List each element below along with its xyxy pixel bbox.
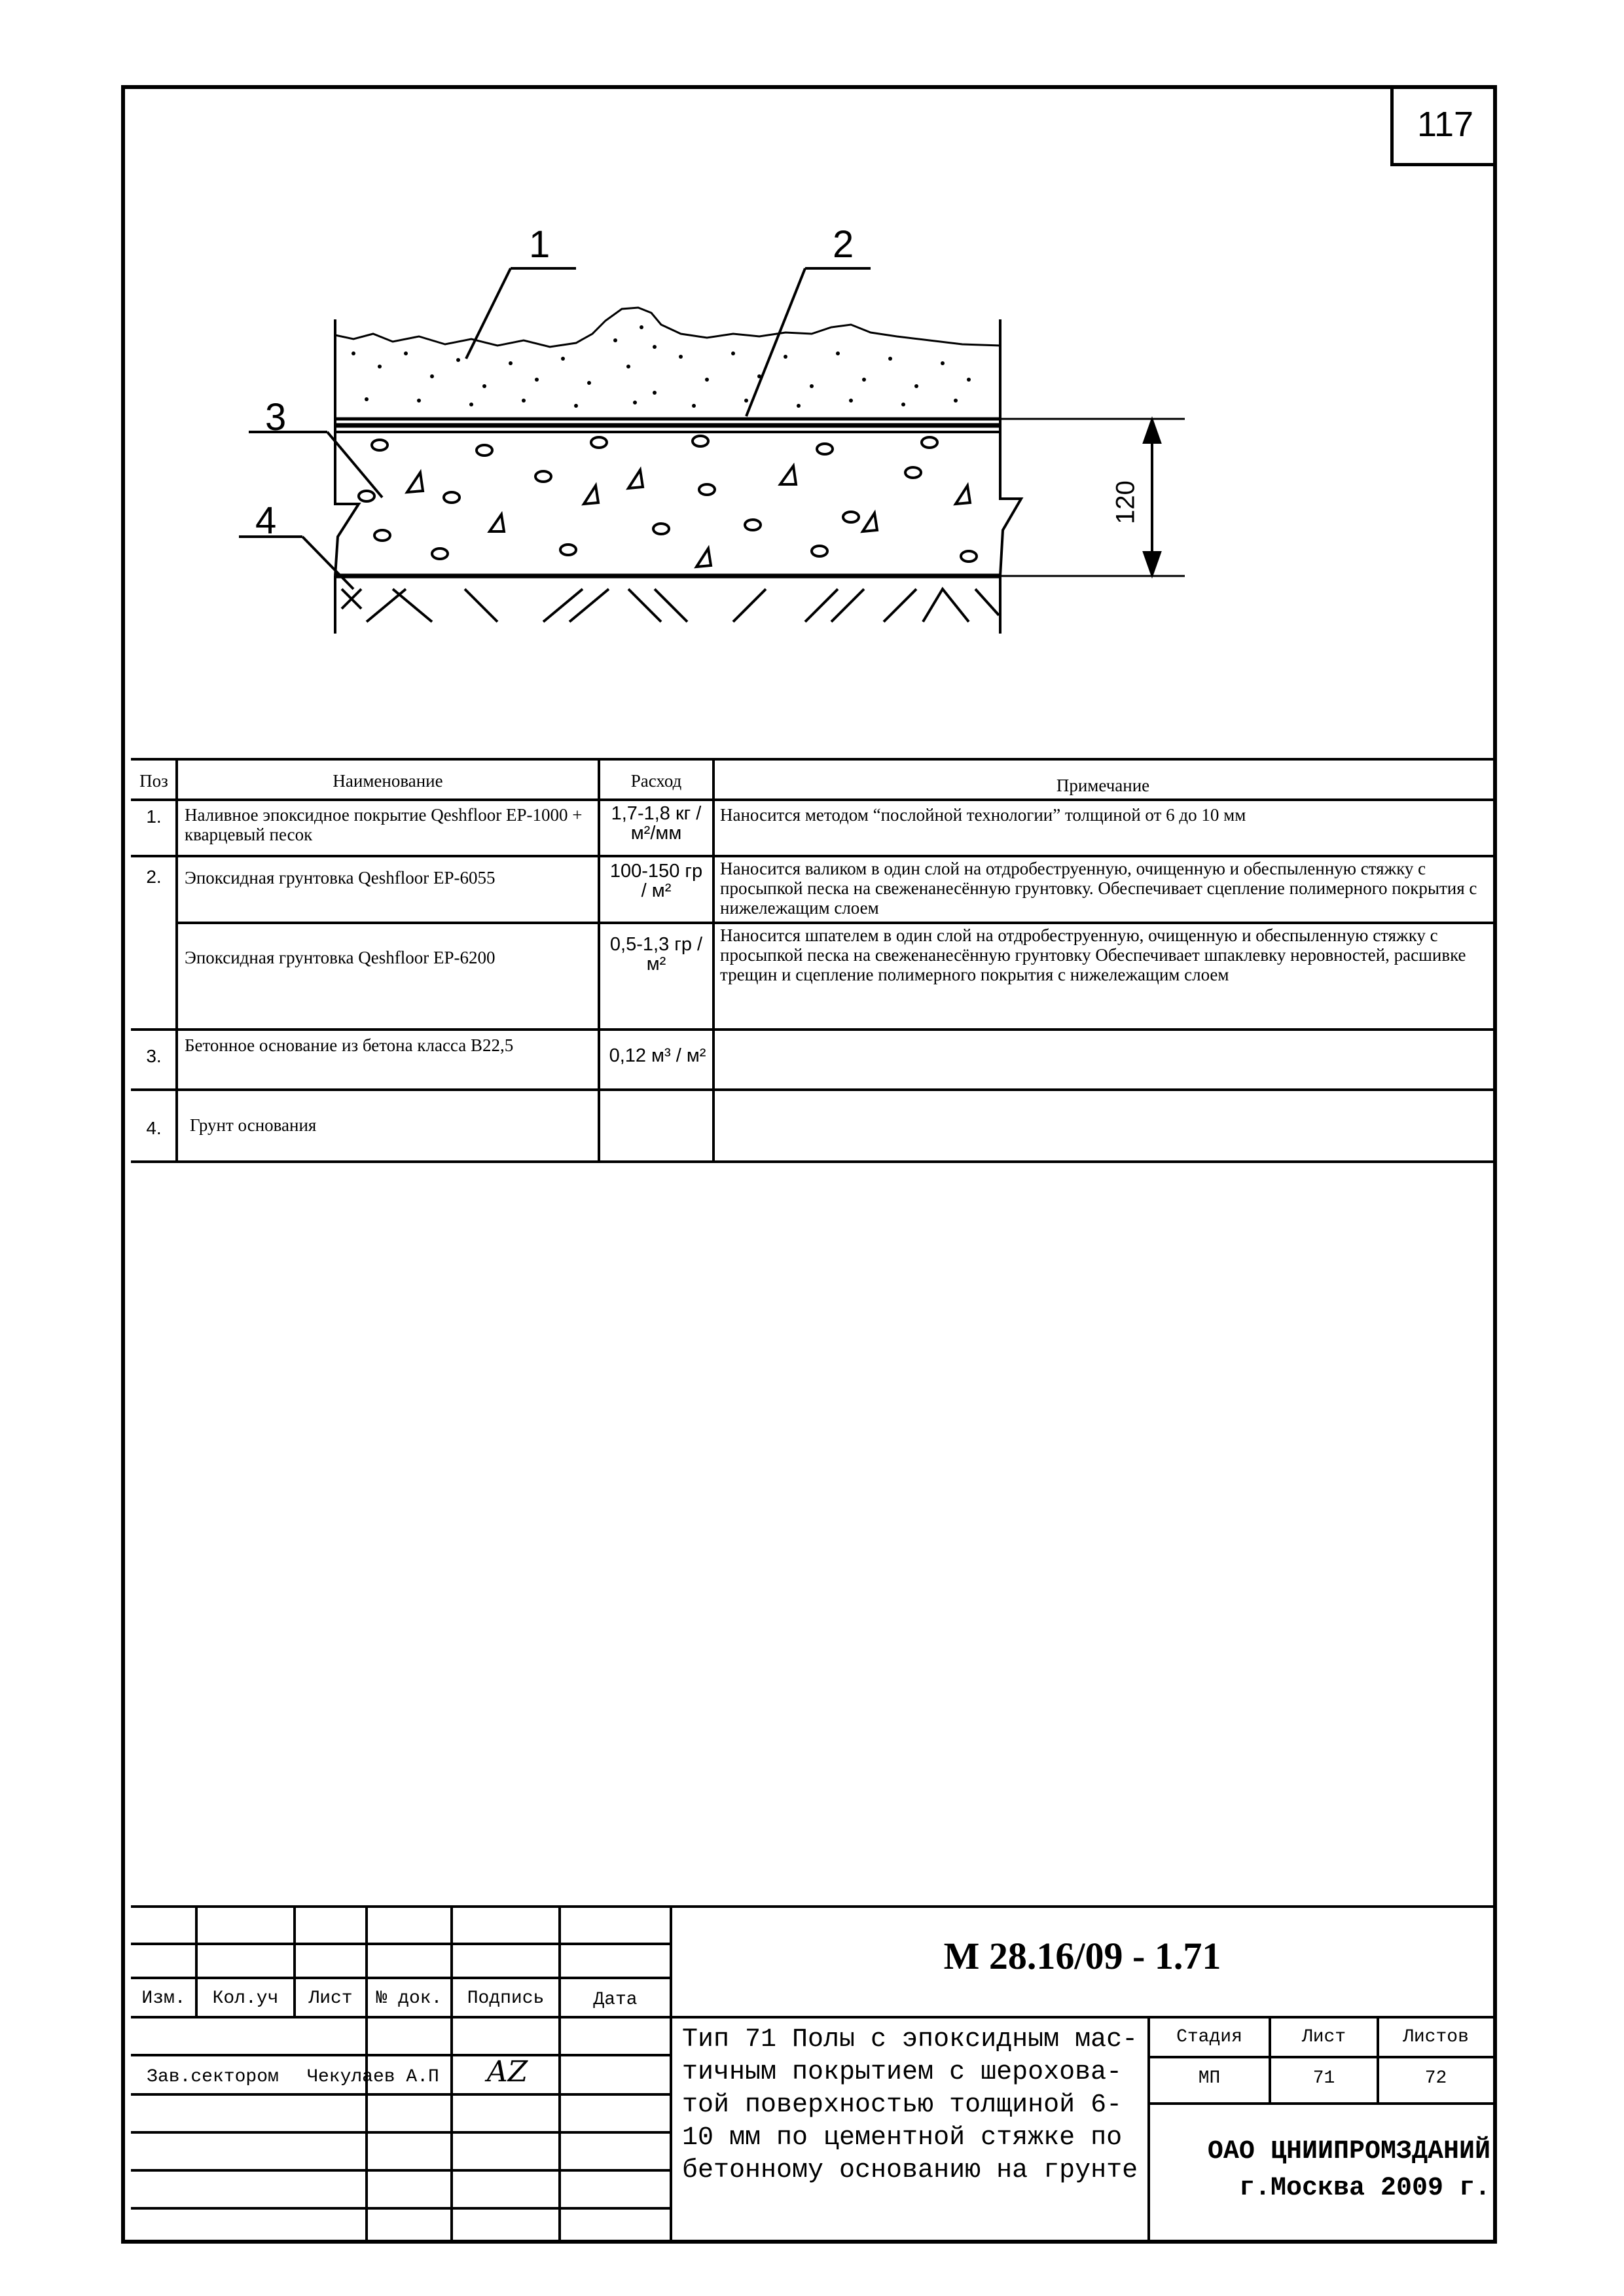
row-2b-name: Эпоксидная грунтовка Qeshfloor EP-6200 bbox=[185, 948, 496, 967]
row-1-name: Наливное эпоксидное покрытие Qeshfloor EP-1000 + кварцевый песок bbox=[185, 805, 583, 844]
row-3-rate: 0,12 м³ / м² bbox=[609, 1045, 706, 1066]
sheets-value: 72 bbox=[1424, 2068, 1447, 2089]
sheet-label: Лист bbox=[1301, 2027, 1346, 2047]
dimension-label: 120 bbox=[1111, 480, 1140, 524]
person-name: Чекулаев А.П bbox=[307, 2067, 439, 2087]
ground-hatching bbox=[342, 589, 999, 622]
leader-line-2 bbox=[746, 268, 805, 416]
row-3-pos: 3. bbox=[146, 1046, 162, 1066]
organization: ОАО ЦНИИПРОМЗДАНИЙ bbox=[1207, 2137, 1490, 2166]
callout-3: 3 bbox=[265, 396, 287, 439]
row-1-rate: 1,7-1,8 кг /м²/мм bbox=[611, 803, 702, 844]
rough-surface-line bbox=[335, 308, 1000, 347]
row-2b-note: Наносится шпателем в один слой на отдробеструенную, очищенную и обеспыленную стяжку с просыпкой песка на свеженанесённую грунтовку Обеспечивает шпаклевку неровностей, расшивке трещин и сцепление полимерного покрытия с нижележащим слоем bbox=[720, 925, 1466, 984]
sand-fill bbox=[352, 325, 971, 408]
row-1-pos: 1. bbox=[146, 806, 162, 827]
header-rate: Расход bbox=[630, 771, 682, 791]
sheet-description: Тип 71 Полы с эпоксидным мас-тичным покрытием с шерохова-той поверхностью толщиной 6-10 мм по цементной стяжке по бетонному основанию на грунте bbox=[682, 2025, 1138, 2185]
header-name: Наименование bbox=[333, 771, 443, 791]
document-code: М 28.16/09 - 1.71 bbox=[943, 1935, 1221, 1977]
sheet-number: 117 bbox=[1390, 85, 1497, 166]
row-2-pos: 2. bbox=[146, 867, 162, 887]
col-doc: № док. bbox=[376, 1988, 442, 2009]
dimension-arrow bbox=[1144, 420, 1160, 442]
col-izm: Изм. bbox=[141, 1988, 186, 2009]
row-1-note: Наносится методом “послойной технологии” толщиной от 6 до 10 мм bbox=[720, 805, 1246, 825]
sheet-value: 71 bbox=[1312, 2068, 1335, 2089]
right-break-mark bbox=[1000, 432, 1021, 576]
dimension-arrow bbox=[1144, 552, 1160, 575]
row-2b-rate: 0,5-1,3 гр / м² bbox=[609, 934, 703, 975]
col-list: Лист bbox=[308, 1988, 353, 2009]
row-3-name: Бетонное основание из бетона класса В22,5 bbox=[185, 1035, 514, 1055]
signature: AZ bbox=[486, 2055, 528, 2089]
callout-4: 4 bbox=[255, 499, 277, 542]
row-2-rate: 100-150 гр / м² bbox=[609, 861, 703, 901]
city-year: г.Москва 2009 г. bbox=[1238, 2174, 1490, 2203]
sheets-label: Листов bbox=[1403, 2027, 1469, 2047]
row-4-name: Грунт основания bbox=[190, 1115, 317, 1135]
row-4-pos: 4. bbox=[146, 1118, 162, 1138]
callout-1: 1 bbox=[529, 223, 550, 266]
header-note: Примечание bbox=[1056, 776, 1150, 795]
header-pos: Поз bbox=[139, 771, 168, 791]
col-kol-uch: Кол.уч bbox=[212, 1988, 279, 2009]
role-label: Зав.сектором bbox=[147, 2067, 279, 2087]
stage-label: Стадия bbox=[1176, 2027, 1242, 2047]
row-2-note: Наносится валиком в один слой на отдробеструенную, очищенную и обеспыленную стяжку с просыпкой песка на свеженанесённую грунтовку. Обеспечивает сцепление полимерного покрытия с нижележащим слоем bbox=[720, 859, 1477, 918]
stage-value: МП bbox=[1198, 2068, 1221, 2089]
callout-2: 2 bbox=[833, 223, 854, 266]
col-date: Дата bbox=[593, 1990, 638, 2010]
col-signature: Подпись bbox=[467, 1988, 545, 2009]
leader-line-4 bbox=[302, 537, 353, 589]
row-2-name: Эпоксидная грунтовка Qeshfloor EP-6055 bbox=[185, 868, 496, 888]
concrete-aggregate bbox=[359, 436, 977, 567]
